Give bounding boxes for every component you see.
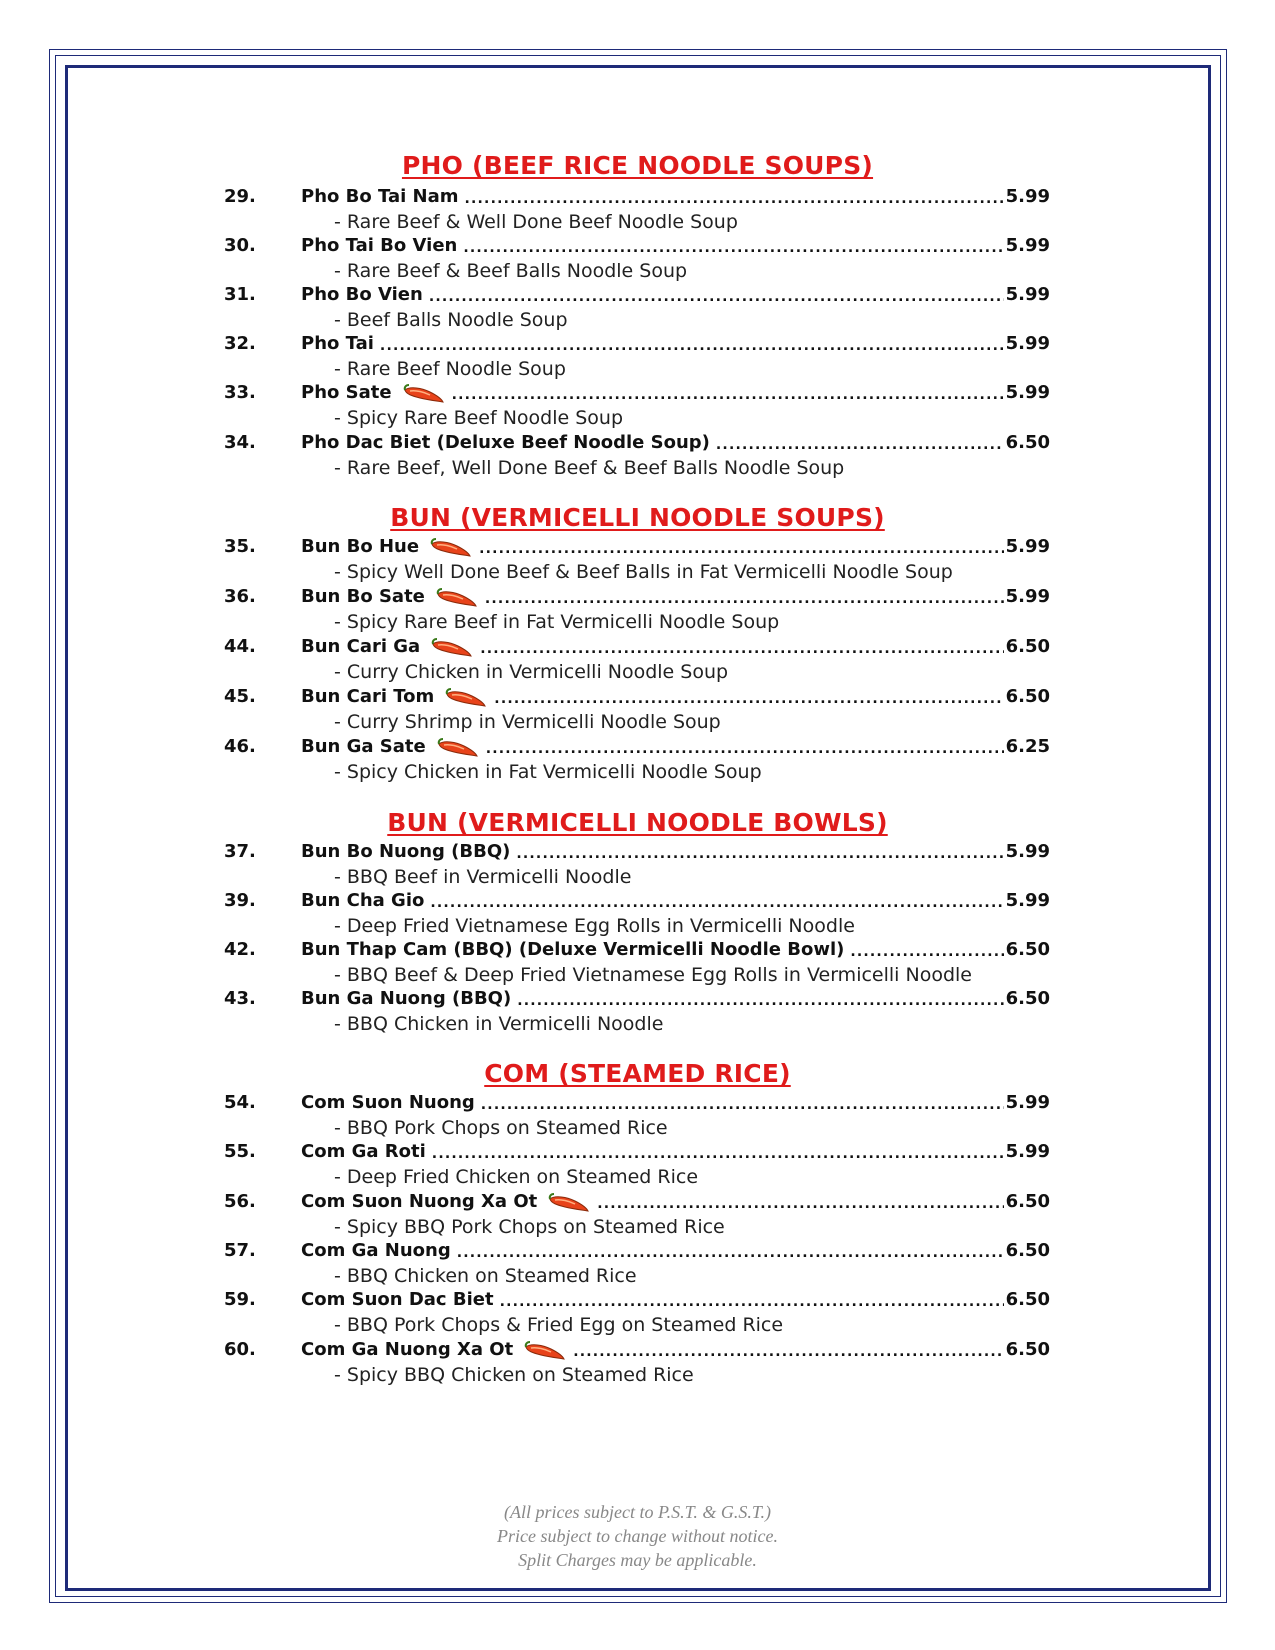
menu-item bbox=[0, 1092, 1275, 1142]
item-name-text: Bun Cari Tom bbox=[301, 686, 435, 707]
item-number: 45. bbox=[224, 686, 256, 707]
item-price: 5.99 bbox=[1005, 284, 1050, 305]
item-price: 5.99 bbox=[1005, 235, 1050, 256]
item-number: 59. bbox=[224, 1289, 256, 1310]
item-name-text: Pho Sate bbox=[301, 382, 392, 403]
item-description: - Spicy BBQ Pork Chops on Steamed Rice bbox=[334, 1216, 725, 1238]
item-description: - Rare Beef & Well Done Beef Noodle Soup bbox=[334, 211, 738, 233]
menu-item bbox=[0, 432, 1275, 482]
menu-item bbox=[0, 1240, 1275, 1290]
item-name-text: Bun Thap Cam (BBQ) (Deluxe Vermicelli Noodle Bowl) bbox=[301, 939, 845, 960]
item-name bbox=[301, 186, 459, 208]
item-description: - Rare Beef, Well Done Beef & Beef Balls Noodle Soup bbox=[334, 457, 845, 479]
item-description: - BBQ Beef in Vermicelli Noodle bbox=[334, 866, 632, 888]
item-name bbox=[301, 333, 374, 355]
item-name-text: Pho Tai Bo Vien bbox=[301, 235, 458, 256]
item-number: 30. bbox=[224, 235, 256, 256]
item-price: 6.25 bbox=[1005, 736, 1050, 757]
dot-leader bbox=[481, 1092, 1004, 1114]
item-name-text: Bun Ga Sate bbox=[301, 736, 426, 757]
item-description: - Deep Fried Vietnamese Egg Rolls in Vermicelli Noodle bbox=[334, 915, 855, 937]
item-price: 6.50 bbox=[1005, 636, 1050, 657]
item-name bbox=[301, 586, 479, 608]
item-price: 6.50 bbox=[1005, 686, 1050, 707]
chili-pepper-icon bbox=[430, 636, 474, 658]
item-number: 31. bbox=[224, 284, 256, 305]
section-title: BUN (VERMICELLI NOODLE BOWLS) bbox=[387, 808, 888, 837]
dot-leader bbox=[429, 284, 1004, 306]
menu-item bbox=[0, 1191, 1275, 1241]
dot-leader bbox=[457, 1240, 1004, 1262]
item-line bbox=[301, 382, 1050, 404]
item-number: 56. bbox=[224, 1191, 256, 1212]
menu-item bbox=[0, 1339, 1275, 1389]
item-price: 6.50 bbox=[1005, 1191, 1050, 1212]
item-price: 5.99 bbox=[1005, 586, 1050, 607]
item-description: - BBQ Chicken on Steamed Rice bbox=[334, 1265, 637, 1287]
item-name-text: Com Suon Nuong bbox=[301, 1092, 475, 1113]
item-name bbox=[301, 432, 710, 454]
item-name-text: Pho Dac Biet (Deluxe Beef Noodle Soup) bbox=[301, 432, 710, 453]
dot-leader bbox=[432, 1141, 1004, 1163]
item-number: 44. bbox=[224, 636, 256, 657]
item-price: 6.50 bbox=[1005, 1289, 1050, 1310]
item-line bbox=[301, 988, 1050, 1010]
item-price: 6.50 bbox=[1005, 432, 1050, 453]
dot-leader bbox=[463, 235, 1003, 257]
item-price: 6.50 bbox=[1005, 1240, 1050, 1261]
item-description: - BBQ Chicken in Vermicelli Noodle bbox=[334, 1013, 664, 1035]
item-name bbox=[301, 536, 473, 558]
item-name-text: Bun Bo Sate bbox=[301, 586, 425, 607]
dot-leader bbox=[430, 890, 1003, 912]
item-description: - Curry Shrimp in Vermicelli Noodle Soup bbox=[334, 711, 721, 733]
item-name bbox=[301, 841, 510, 863]
item-line bbox=[301, 736, 1050, 758]
item-name bbox=[301, 890, 424, 912]
item-name bbox=[301, 1240, 451, 1262]
section-title: COM (STEAMED RICE) bbox=[484, 1059, 791, 1088]
item-name bbox=[301, 1339, 567, 1361]
item-description: - Rare Beef & Beef Balls Noodle Soup bbox=[334, 260, 688, 282]
item-description: - Spicy Chicken in Fat Vermicelli Noodle Soup bbox=[334, 761, 762, 783]
item-name-text: Pho Tai bbox=[301, 333, 374, 354]
item-number: 46. bbox=[224, 736, 256, 757]
menu-item bbox=[0, 1289, 1275, 1339]
item-line bbox=[301, 1141, 1050, 1163]
item-number: 36. bbox=[224, 586, 256, 607]
dot-leader bbox=[597, 1191, 1003, 1213]
chili-pepper-icon bbox=[444, 686, 488, 708]
chili-pepper-icon bbox=[436, 736, 480, 758]
item-line bbox=[301, 890, 1050, 912]
item-name-text: Bun Cha Gio bbox=[301, 890, 425, 911]
item-description: - BBQ Pork Chops & Fried Egg on Steamed Rice bbox=[334, 1314, 784, 1336]
item-line bbox=[301, 1240, 1050, 1262]
menu-item bbox=[0, 841, 1275, 891]
item-number: 33. bbox=[224, 382, 256, 403]
item-price: 5.99 bbox=[1005, 1141, 1050, 1162]
item-name-text: Bun Ga Nuong (BBQ) bbox=[301, 988, 512, 1009]
item-line bbox=[301, 432, 1050, 454]
dot-leader bbox=[517, 988, 1003, 1010]
dot-leader bbox=[480, 636, 1003, 658]
menu-item bbox=[0, 536, 1275, 586]
chili-pepper-icon bbox=[402, 382, 446, 404]
menu-item bbox=[0, 686, 1275, 736]
item-number: 43. bbox=[224, 988, 256, 1009]
item-line bbox=[301, 686, 1050, 708]
menu-item bbox=[0, 636, 1275, 686]
item-description: - Spicy Well Done Beef & Beef Balls in Fat Vermicelli Noodle Soup bbox=[334, 561, 953, 583]
item-line bbox=[301, 186, 1050, 208]
item-name bbox=[301, 636, 474, 658]
menu-item bbox=[0, 1141, 1275, 1191]
item-description: - Spicy BBQ Chicken on Steamed Rice bbox=[334, 1364, 694, 1386]
item-name-text: Pho Bo Tai Nam bbox=[301, 186, 459, 207]
item-name-text: Bun Bo Nuong (BBQ) bbox=[301, 841, 511, 862]
item-description: - BBQ Beef & Deep Fried Vietnamese Egg Rolls in Vermicelli Noodle bbox=[334, 964, 972, 986]
item-line bbox=[301, 1339, 1050, 1361]
menu-item bbox=[0, 988, 1275, 1038]
item-price: 5.99 bbox=[1005, 333, 1050, 354]
item-name bbox=[301, 1191, 591, 1213]
item-number: 29. bbox=[224, 186, 256, 207]
dot-leader bbox=[716, 432, 1004, 454]
menu-item bbox=[0, 736, 1275, 786]
dot-leader bbox=[486, 736, 1004, 758]
item-name-text: Com Ga Roti bbox=[301, 1141, 426, 1162]
item-line bbox=[301, 1092, 1050, 1114]
item-name bbox=[301, 686, 488, 708]
item-line bbox=[301, 333, 1050, 355]
menu-item bbox=[0, 235, 1275, 285]
item-description: - Curry Chicken in Vermicelli Noodle Soup bbox=[334, 661, 729, 683]
item-name bbox=[301, 1092, 475, 1114]
menu-item bbox=[0, 939, 1275, 989]
dot-leader bbox=[380, 333, 1004, 355]
item-line bbox=[301, 636, 1050, 658]
item-description: - Deep Fried Chicken on Steamed Rice bbox=[334, 1166, 699, 1188]
dot-leader bbox=[516, 841, 1003, 863]
item-price: 5.99 bbox=[1005, 186, 1050, 207]
item-price: 6.50 bbox=[1005, 1339, 1050, 1360]
item-line bbox=[301, 939, 1050, 961]
item-name-text: Com Ga Nuong Xa Ot bbox=[301, 1339, 514, 1360]
item-line bbox=[301, 841, 1050, 863]
item-number: 32. bbox=[224, 333, 256, 354]
item-name bbox=[301, 382, 446, 404]
item-line bbox=[301, 536, 1050, 558]
item-number: 37. bbox=[224, 841, 256, 862]
item-price: 5.99 bbox=[1005, 1092, 1050, 1113]
item-name bbox=[301, 1141, 426, 1163]
item-number: 35. bbox=[224, 536, 256, 557]
footer-line-split-charges: Split Charges may be applicable. bbox=[518, 1550, 757, 1570]
menu-item bbox=[0, 333, 1275, 383]
footer-notes bbox=[0, 1500, 1275, 1572]
chili-pepper-icon bbox=[429, 536, 473, 558]
footer-line-taxes: (All prices subject to P.S.T. & G.S.T.) bbox=[504, 1502, 771, 1522]
menu-item bbox=[0, 284, 1275, 334]
footer-line-price-change: Price subject to change without notice. bbox=[497, 1526, 778, 1546]
item-name-text: Com Ga Nuong bbox=[301, 1240, 451, 1261]
item-name bbox=[301, 1289, 494, 1311]
item-line bbox=[301, 284, 1050, 306]
dot-leader bbox=[494, 686, 1003, 708]
dot-leader bbox=[573, 1339, 1003, 1361]
section-title: BUN (VERMICELLI NOODLE SOUPS) bbox=[390, 503, 885, 532]
item-number: 42. bbox=[224, 939, 256, 960]
dot-leader bbox=[465, 186, 1004, 208]
section-title: PHO (BEEF RICE NOODLE SOUPS) bbox=[401, 151, 874, 180]
item-line bbox=[301, 586, 1050, 608]
item-name bbox=[301, 736, 480, 758]
item-price: 6.50 bbox=[1005, 939, 1050, 960]
menu-item bbox=[0, 186, 1275, 236]
item-number: 39. bbox=[224, 890, 256, 911]
item-line bbox=[301, 1191, 1050, 1213]
chili-pepper-icon bbox=[547, 1191, 591, 1213]
menu-item bbox=[0, 586, 1275, 636]
item-description: - Spicy Rare Beef Noodle Soup bbox=[334, 407, 624, 429]
item-price: 6.50 bbox=[1005, 988, 1050, 1009]
item-number: 57. bbox=[224, 1240, 256, 1261]
item-name bbox=[301, 988, 511, 1010]
item-description: - Spicy Rare Beef in Fat Vermicelli Noodle Soup bbox=[334, 611, 780, 633]
item-number: 34. bbox=[224, 432, 256, 453]
item-description: - BBQ Pork Chops on Steamed Rice bbox=[334, 1117, 668, 1139]
item-price: 5.99 bbox=[1005, 890, 1050, 911]
item-price: 5.99 bbox=[1005, 841, 1050, 862]
item-number: 60. bbox=[224, 1339, 256, 1360]
item-name bbox=[301, 284, 423, 306]
chili-pepper-icon bbox=[523, 1339, 567, 1361]
item-name-text: Pho Bo Vien bbox=[301, 284, 423, 305]
item-name bbox=[301, 235, 457, 257]
item-name bbox=[301, 939, 844, 961]
item-name-text: Com Suon Nuong Xa Ot bbox=[301, 1191, 538, 1212]
item-price: 5.99 bbox=[1005, 536, 1050, 557]
menu-item bbox=[0, 890, 1275, 940]
dot-leader bbox=[500, 1289, 1004, 1311]
item-description: - Rare Beef Noodle Soup bbox=[334, 358, 566, 380]
chili-pepper-icon bbox=[435, 586, 479, 608]
dot-leader bbox=[479, 536, 1004, 558]
dot-leader bbox=[452, 382, 1004, 404]
item-name-text: Com Suon Dac Biet bbox=[301, 1289, 494, 1310]
item-number: 55. bbox=[224, 1141, 256, 1162]
item-number: 54. bbox=[224, 1092, 256, 1113]
dot-leader bbox=[485, 586, 1004, 608]
item-name-text: Bun Bo Hue bbox=[301, 536, 420, 557]
menu-item bbox=[0, 382, 1275, 432]
item-line bbox=[301, 235, 1050, 257]
dot-leader bbox=[850, 939, 1003, 961]
item-name-text: Bun Cari Ga bbox=[301, 636, 421, 657]
item-price: 5.99 bbox=[1005, 382, 1050, 403]
item-line bbox=[301, 1289, 1050, 1311]
item-description: - Beef Balls Noodle Soup bbox=[334, 309, 568, 331]
